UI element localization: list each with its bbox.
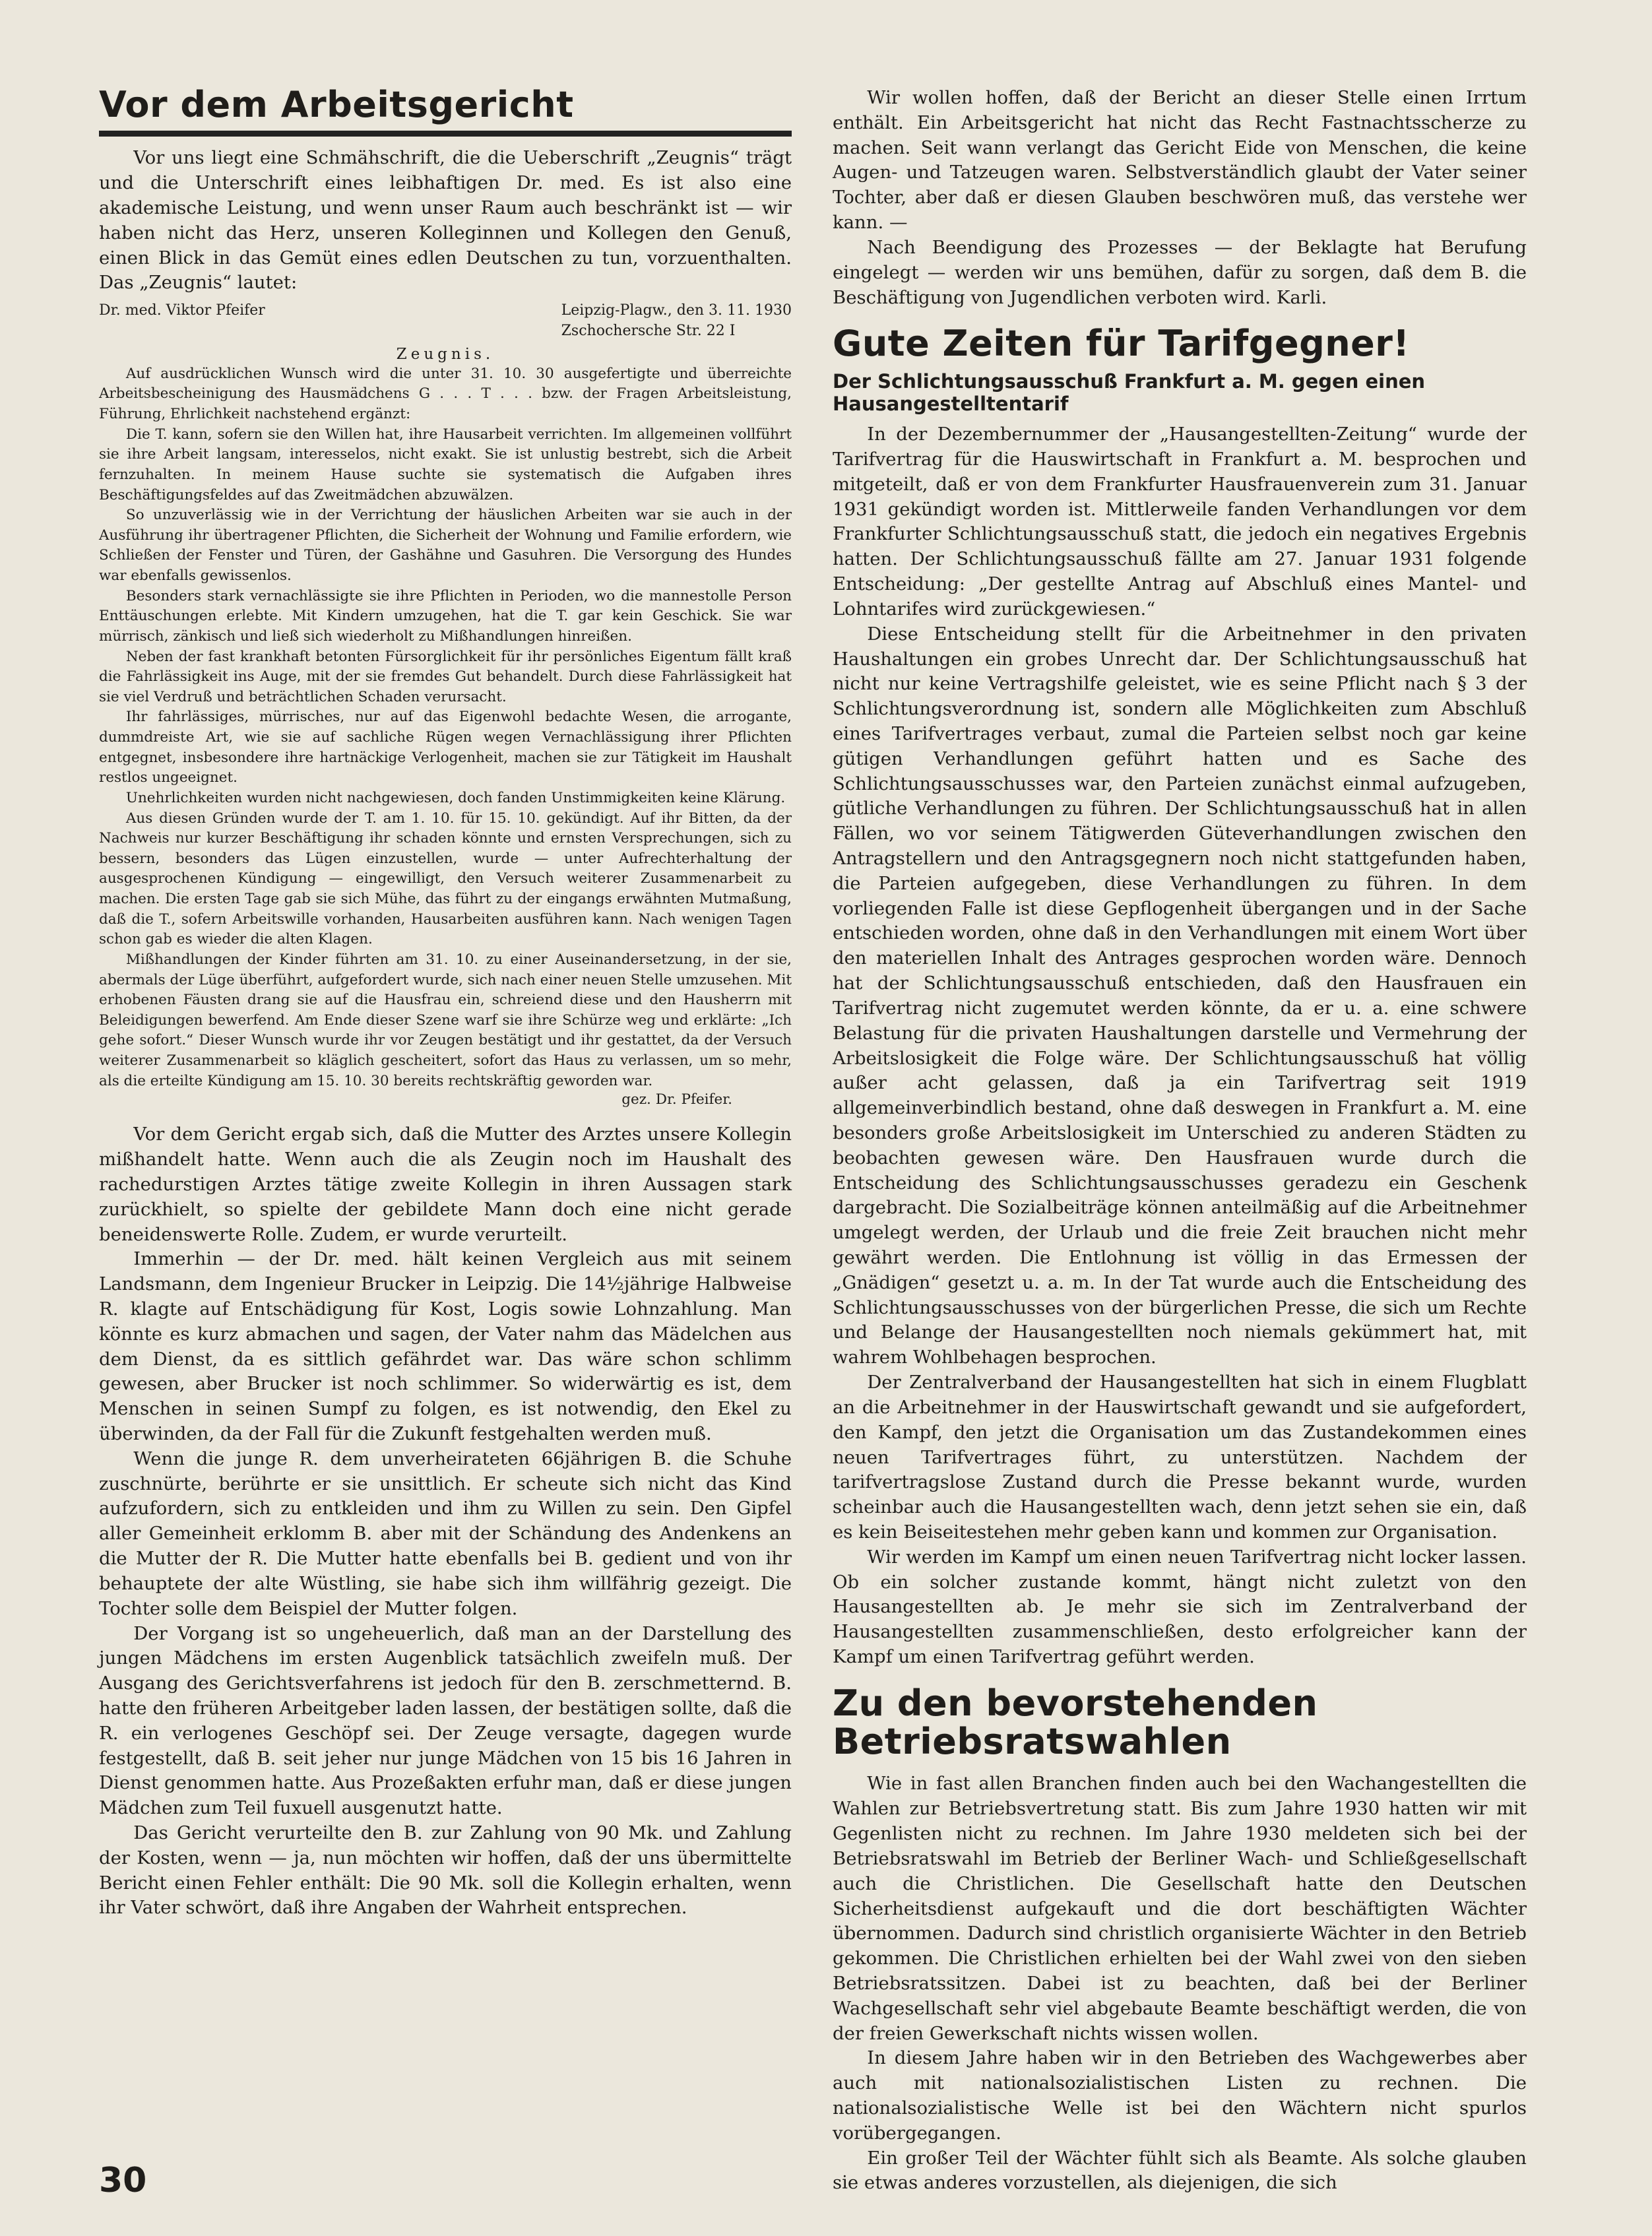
body-paragraph: Wie in fast allen Branchen finden auch bei den Wachangestellten die Wahlen zur Betriebsvertretung statt. Bis zum Jahre 1930 hatten wir mit Gegenlisten nicht zu rechnen. Im Jahre 1930 meldeten sich bei der Betriebsratswahl im Betrieb der Berliner Wach- und Schließgesellschaft auch die Christlichen. Die Gesellschaft hatte den Deutschen Sicherheitsdienst aufgekauft und die dort beschäftigten Wächter übernommen. Dadurch sind christlich organisierte Wächter in den Betrieb gekommen. Die Christlichen erhielten bei der Wahl zwei von den sieben Betriebsratssitzen. Dabei ist zu beachten, daß bei der Berliner Wachgesellschaft sehr viel abgebaute Beamte beschäftigt werden, die von der freien Gewerkschaft nichts wissen wollen. [833, 1773, 1527, 2044]
letterhead-place: Leipzig-Plagw., den 3. 11. 1930 [561, 302, 792, 319]
title-rule [99, 131, 792, 137]
body-paragraph: Wir werden im Kampf um einen neuen Tarifvertrag nicht locker lassen. Ob ein solcher zustande kommt, hängt nicht zuletzt von den Hausangestellten ab. Je mehr sie sich im Zentralverband der Hausangestellten zusammenschließen, desto erfolgreicher kann der Kampf um einen Tarifvertrag geführt werden. [833, 1546, 1527, 1668]
certificate-paragraph: Auf ausdrücklichen Wunsch wird die unter 31. 10. 30 ausgefertigte und überreichte Arbeitsbescheinigung des Hausmädchens G . . . T . . . bzw. der Fragen Arbeitsleistung, Führung, Ehrlichkeit nachstehend ergänzt: [99, 365, 792, 423]
certificate-paragraph: Unehrlichkeiten wurden nicht nachgewiesen, doch fanden Unstimmigkeiten keine Klärung. [125, 789, 786, 806]
article-title: Vor dem Arbeitsgericht [99, 84, 574, 125]
body-paragraph: Der Vorgang ist so ungeheuerlich, daß man an der Darstellung des jungen Mädchens im ersten Augenblick tatsächlich zweifeln muß. Der Ausgang des Gerichtsverfahrens ist jedoch für den B. zerschmetternd. B. hatte den früheren Arbeitgeber laden lassen, der bestätigen sollte, daß die R. ein verlogenes Geschöpf sei. Der Zeuge versagte, dagegen wurde festgestellt, daß B. seit jeher nur junge Mädchen von 15 bis 16 Jahren in Dienst genommen hatte. Aus Prozeßakten erfuhr man, daß er diese jungen Mädchen zum Teil fuxuell ausgenutzt hatte. [99, 1622, 792, 1819]
intro-paragraph: Vor uns liegt eine Schmähschrift, die die Ueberschrift „Zeugnis“ trägt und die Unterschrift eines leibhaftigen Dr. med. Es ist also eine akademische Leistung, und wenn unser Raum auch beschränkt ist — wir haben nicht das Herz, unseren Kolleginnen und Kollegen den Genuß, einen Blick in das Gemüt eines edlen Deutschen zu tun, vorzuenthalten. Das „Zeugnis“ lautet: [99, 147, 792, 294]
signature: gez. Dr. Pfeifer. [621, 1091, 732, 1108]
body-paragraph: Der Zentralverband der Hausangestellten hat sich in einem Flugblatt an die Arbeitnehmer in der Hauswirtschaft gewandt und sie aufgefordert, den Kampf, den jetzt die Organisation um das Zustandekommen eines neuen Tarifvertrages führt, zu unterstützen. Nachdem der tarifvertragslose Zustand durch die Presse bekannt wurde, wurden scheinbar auch die Hausangestellten wach, denn jetzt sehen sie ein, daß es kein Beiseitestehen mehr geben kann und kommen zur Organisation. [833, 1372, 1527, 1543]
certificate-paragraph: Aus diesen Gründen wurde der T. am 1. 10. für 15. 10. gekündigt. Auf ihr Bitten, da der Nachweis nur kurzer Beschäftigung ihr schaden könnte und ernsten Versprechungen, sich zu bessern, besonders das Lügen einzustellen, wurde — unter Aufrechterhaltung der ausgesprochenen Kündigung — eingewilligt, den Versuch weiterer Zusammenarbeit zu machen. Die ersten Tage gab sie sich Mühe, das führt zu der eingangs erwähnten Mutmaßung, daß die T., sofern Arbeitswille vorhanden, Hausarbeiten ausführen kann. Nach wenigen Tagen schon gab es wieder die alten Klagen. [99, 810, 792, 948]
article-title-tarifgegner: Gute Zeiten für Tarifgegner! [833, 323, 1410, 365]
letterhead-street: Zschochersche Str. 22 I [561, 322, 736, 339]
body-paragraph: Immerhin — der Dr. med. hält keinen Vergleich aus mit seinem Landsmann, dem Ingenieur Brucker in Leipzig. Die 14½jährige Halbweise R. klagte auf Entschädigung für Kost, Logis sowie Lohnzahlung. Man könnte es kurz abmachen und sagen, der Vater nahm das Mädelchen aus dem Dienst, da es sittlich gefährdet war. Das wäre schon schlimm gewesen, aber Brucker ist noch schlimmer. So widerwärtig es ist, dem Menschen in seinen Sumpf zu folgen, es ist notwendig, den Ekel zu überwinden, da der Fall für die Zukunft festgehalten werden muß. [99, 1248, 792, 1445]
body-paragraph: Das Gericht verurteilte den B. zur Zahlung von 90 Mk. und Zahlung der Kosten, wenn — ja, nun möchten wir hoffen, daß der uns übermittelte Bericht einen Fehler enthält: Die 90 Mk. soll die Kollegin erhalten, wenn ihr Vater schwört, daß ihre Angaben der Wahrheit entsprechen. [99, 1822, 792, 1919]
certificate-paragraph: Ihr fahrlässiges, mürrisches, nur auf das Eigenwohl bedachte Wesen, die arrogante, dummdreiste Art, wie sie auf sachliche Rügen wegen Vernachlässigung ihrer Pflichten entgegnet, insbesondere ihre hartnäckige Verlogenheit, machen sie zur Tätigkeit im Haushalt restlos ungeeignet. [99, 709, 792, 786]
certificate-paragraph: Besonders stark vernachlässigte sie ihre Pflichten in Perioden, wo die mannestolle Person Enttäuschungen erlebte. Mit Kindern umzugehen, hat die T. gar kein Geschick. Sie war mürrisch, zänkisch und ließ sich wiederholt zu Mißhandlungen hinreißen. [99, 587, 792, 645]
certificate-title: Zeugnis. [396, 345, 495, 363]
article-subtitle-tarifgegner: Der Schlichtungsausschuß Frankfurt a. M. gegen einen Hausangestelltentarif [833, 369, 1426, 416]
body-paragraph: Diese Entscheidung stellt für die Arbeitnehmer in den privaten Haushaltungen ein grobes Unrecht dar. Der Schlichtungsausschuß hat nicht nur keine Vertragshilfe geleistet, wie es seine Pflicht nach § 3 der Schlichtungsverordnung ist, sondern alle Möglichkeiten zum Abschluß eines Tarifvertrages verbaut, zumal die Parteien selbst noch gar keine gütigen Verhandlungen geführt hatten und es Sache des Schlichtungsausschusses war, den Parteien zunächst einmal aufzugeben, gütliche Verhandlungen zu führen. Der Schlichtungsausschuß hat in allen Fällen, wo vor seinem Tätigwerden Güteverhandlungen zwischen den Antragstellern und den Antragsgegnern noch nicht stattgefunden haben, die Parteien aufgegeben, diese Verhandlungen zu führen. In dem vorliegenden Falle ist diese Gepflogenheit übergangen und in der Sache entschieden worden, ohne daß in den Verhandlungen mit einem Wort über den materiellen Inhalt des Antrages gesprochen worden wäre. Dennoch hat der Schlichtungsausschuß entschieden, daß den Hausfrauen ein Tarifvertrag nicht zugemutet werden könnte, da er u. a. eine schwere Belastung für die privaten Haushaltungen darstelle und Vermehrung der Arbeitslosigkeit die Folge wäre. Der Schlichtungsausschuß hat völlig außer acht gelassen, daß ja ein Tarifvertrag seit 1919 allgemeinverbindlich bestand, ohne daß deswegen in Frankfurt a. M. eine besonders große Arbeitslosigkeit im Unterschied zu anderen Städten zu beobachten gewesen wäre. Den Hausfrauen wurde durch die Entscheidung des Schlichtungsausschusses geradezu ein Geschenk dargebracht. Die Sozialbeiträge können anteilmäßig auf die Arbeitnehmer umgelegt werden, der Urlaub und die freie Zeit brauchen nicht mehr gewährt werden. Die Entlohnung ist völlig in das Ermessen der „Gnädigen“ gesetzt u. a. m. In der Tat wurde auch die Entscheidung des Schlichtungsausschusses von der bürgerlichen Presse, die sich um Rechte und Belange der Hausangestellten noch niemals gekümmert hat, mit wahrem Wohlbehagen besprochen. [833, 623, 1527, 1368]
body-paragraph: Wenn die junge R. dem unverheirateten 66jährigen B. die Schuhe zuschnürte, berührte er sie unsittlich. Er scheute sich nicht das Kind aufzufordern, sich zu entkleiden und ihm zu Willen zu sein. Den Gipfel aller Gemeinheit erklomm B. aber mit der Schändung des Andenkens an die Mutter der R. Die Mutter hatte ebenfalls bei B. gedient und von ihr behauptete der alte Wüstling, sie habe sich ihm willfährig gezeigt. Die Tochter solle dem Beispiel der Mutter folgen. [99, 1448, 792, 1619]
continuation-paragraph: Nach Beendigung des Prozesses — der Beklagte hat Berufung eingelegt — werden wir uns bemühen, dafür zu sorgen, daß dem B. die Beschäftigung von Jugendlichen verboten wird. Karli. [833, 236, 1527, 308]
article-title-betriebsratswahlen: Zu den bevorstehenden Betriebsratswahlen [833, 1682, 1318, 1763]
right-column [833, 86, 1527, 2196]
page-number: 30 [99, 2161, 147, 2200]
body-paragraph: In diesem Jahre haben wir in den Betrieben des Wachgewerbes aber auch mit nationalsozialistischen Listen zu rechnen. Die nationalsozialistische Welle ist bei den Wächtern nicht spurlos vorübergegangen. [833, 2047, 1527, 2144]
letterhead [99, 301, 792, 342]
left-column [99, 86, 792, 1921]
body-paragraph: Vor dem Gericht ergab sich, daß die Mutter des Arztes unsere Kollegin mißhandelt hatte. Wenn auch die als Zeugin noch im Haushalt des rachedurstigen Arztes tätige zweite Kollegin in ihren Aussagen stark zurückhielt, so spielte der gebildete Mann doch eine nicht gerade beneidenswerte Rolle. Zudem, er wurde verurteilt. [99, 1124, 792, 1245]
continuation-paragraph: Wir wollen hoffen, daß der Bericht an dieser Stelle einen Irrtum enthält. Ein Arbeitsgericht hat nicht das Recht Fastnachtsscherze zu machen. Seit wann verlangt das Gericht Eide von Menschen, die keine Augen- und Tatzeugen waren. Selbstverständlich glaubt der Vater seiner Tochter, aber daß er diesen Glauben beschwören muß, das verstehe wer kann. — [833, 87, 1527, 234]
certificate-paragraph: Die T. kann, sofern sie den Willen hat, ihre Hausarbeit verrichten. Im allgemeinen vollführt sie ihre Arbeit langsam, interesselos, nicht exakt. Sie ist unlustig bestrebt, sich die Arbeit fernzuhalten. In meinem Hause suchte sie systematisch die Aufgaben ihres Beschäftigungsfeldes auf das Zweitmädchen abzuwälzen. [99, 426, 792, 503]
body-paragraph: In der Dezembernummer der „Hausangestellten-Zeitung“ wurde der Tarifvertrag für die Hauswirtschaft in Frankfurt a. M. besprochen und mitgeteilt, daß er von dem Frankfurter Hausfrauenverein zum 31. Januar 1931 gekündigt worden ist. Mittlerweile fanden Verhandlungen vor dem Frankfurter Schlichtungsausschuß statt, die jedoch ein negatives Ergebnis hatten. Der Schlichtungsausschuß fällte am 27. Januar 1931 folgende Entscheidung: „Der gestellte Antrag auf Abschluß eines Mantel- und Lohntarifes wird zurückgewiesen.“ [833, 424, 1527, 620]
body-paragraph: Ein großer Teil der Wächter fühlt sich als Beamte. Als solche glauben sie etwas anderes vorzustellen, als diejenigen, die sich [833, 2147, 1527, 2194]
letterhead-name: Dr. med. Viktor Pfeifer [99, 302, 265, 319]
letterhead-address [561, 301, 792, 342]
certificate-paragraph: Mißhandlungen der Kinder führten am 31. 10. zu einer Auseinandersetzung, in der sie, abermals der Lüge überführt, aufgefordert wurde, sich nach einer neuen Stelle umzusehen. Mit erhobenen Fäusten drang sie auf die Hausfrau ein, schreiend diese und den Hausherrn mit Beleidigungen bewerfend. Am Ende dieser Szene warf sie ihre Schürze weg und erklärte: „Ich gehe sofort.“ Dieser Wunsch wurde ihr vor Zeugen bestätigt und ihr gestattet, da der Versuch weiterer Zusammenarbeit so kläglich gescheitert, sofort das Haus zu verlassen, um so mehr, als die erteilte Kündigung am 15. 10. 30 bereits rechtskräftig geworden war. [99, 951, 792, 1089]
certificate-paragraph: Neben der fast krankhaft betonten Fürsorglichkeit für ihr persönliches Eigentum fällt kraß die Fahrlässigkeit ins Auge, mit der sie fremdes Gut behandelt. Durch diese Fahrlässigkeit hat sie viel Verdruß und beträchtlichen Schaden verursacht. [99, 648, 792, 705]
certificate-paragraph: So unzuverlässig wie in der Verrichtung der häuslichen Arbeiten war sie auch in der Ausführung ihr übertragener Pflichten, die Sicherheit der Wohnung und Familie erfordern, wie Schließen der Fenster und Türen, der Gashähne und Gasuhren. Die Versorgung des Hundes war ebenfalls gewissenlos. [99, 507, 792, 585]
